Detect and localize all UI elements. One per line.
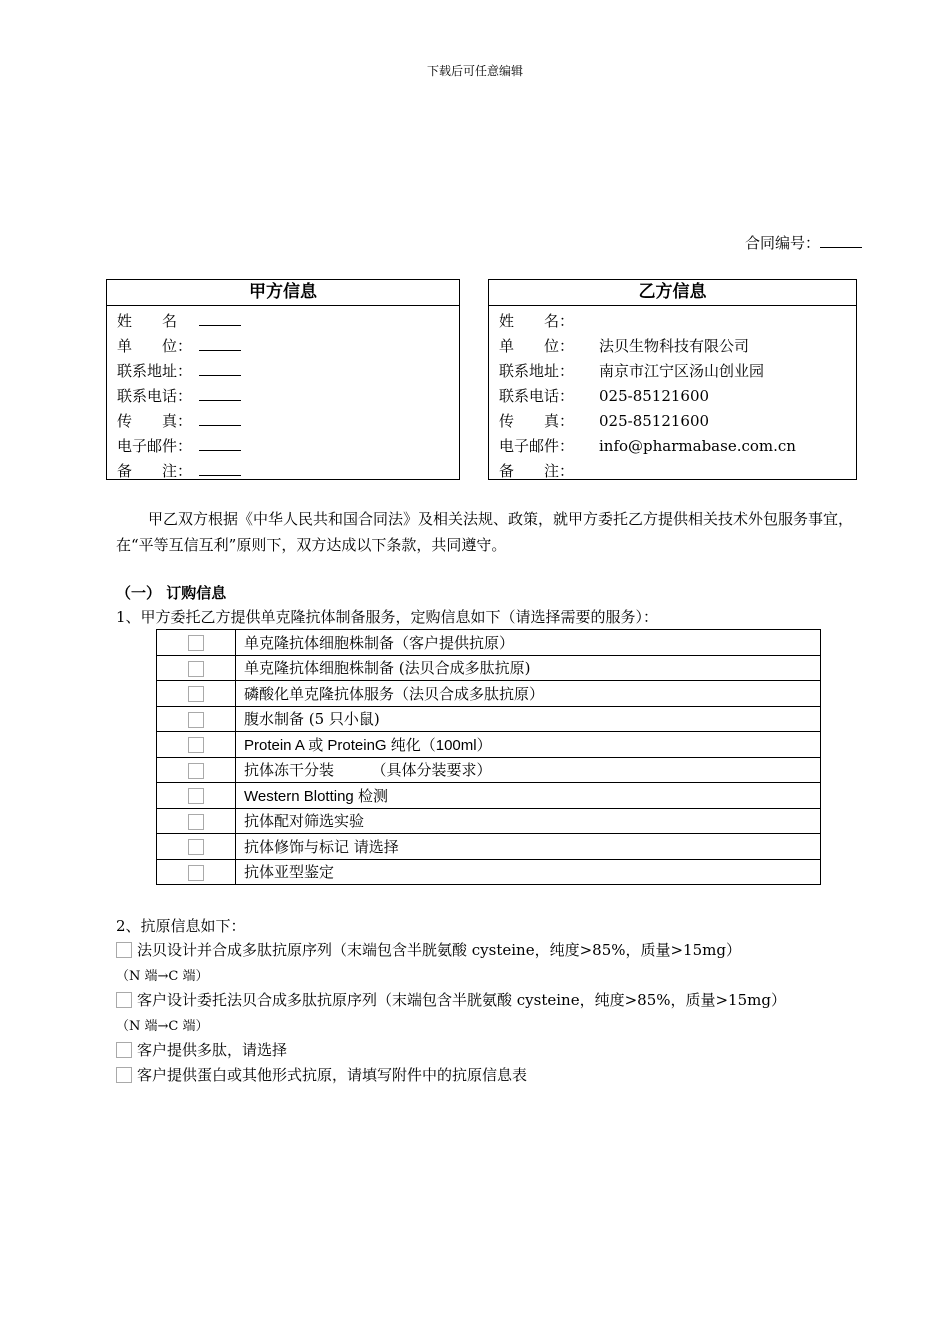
party-b-row [499,459,856,484]
table-row [157,732,821,758]
party-a-address-field[interactable] [199,361,241,376]
table-row [157,757,821,783]
contract-number [745,232,862,253]
service-label: 抗体配对筛选实验 [236,808,821,834]
party-a-title: 甲方信息 [107,280,459,306]
party-b-title: 乙方信息 [489,280,856,306]
section-heading: （一） 订购信息 [116,584,227,602]
table-row [157,783,821,809]
table-row [157,630,821,656]
service-checkbox[interactable] [188,661,204,677]
service-checkbox[interactable] [188,737,204,753]
table-row [157,655,821,681]
party-b-value: info@pharmabase.com.cn [599,437,796,455]
service-checkbox[interactable] [188,814,204,830]
party-b-row [499,359,856,384]
service-checkbox[interactable] [188,712,204,728]
table-row [157,834,821,860]
service-label: 单克隆抗体细胞株制备 (法贝合成多肽抗原) [236,655,821,681]
party-b-label: 备 注： [499,462,575,480]
service-label: 抗体冻干分装 （具体分装要求） [236,757,821,783]
service-checkbox[interactable] [188,686,204,702]
party-a-email-field[interactable] [199,436,241,451]
direction-note: （N 端→C 端） [116,969,209,984]
party-a-label: 电子邮件： [117,437,193,455]
antigen-checkbox[interactable] [116,1067,132,1083]
service-checkbox[interactable] [188,839,204,855]
party-a-row [117,359,459,384]
direction-note: （N 端→C 端） [116,1019,209,1034]
party-b-value: 025-85121600 [599,412,710,430]
party-a-row [117,334,459,359]
service-label: Western Blotting 检测 [236,783,821,809]
party-b-label: 单 位： [499,337,575,355]
contract-number-field[interactable] [820,233,862,248]
party-a-phone-field[interactable] [199,386,241,401]
party-b-value: 南京市江宁区汤山创业园 [599,362,765,380]
antigen-option [116,1064,527,1085]
party-a-label: 备 注： [117,462,193,480]
party-a-note-field[interactable] [199,461,241,476]
header-note: 下载后可任意编辑 [426,64,523,78]
table-row [157,808,821,834]
party-a-row [117,409,459,434]
party-b-label: 联系地址： [499,362,575,380]
service-label: 腹水制备 (5 只小鼠) [236,706,821,732]
party-b-box [488,279,857,480]
party-a-label: 联系地址： [117,362,193,380]
party-a-fax-field[interactable] [199,411,241,426]
party-b-row [499,409,856,434]
party-a-label: 传 真： [117,412,193,430]
service-label: Protein A 或 ProteinG 纯化（100ml） [236,732,821,758]
party-b-value: 025-85121600 [599,387,710,405]
item-2-text: 2、抗原信息如下： [116,917,246,935]
party-b-label: 姓 名： [499,312,575,330]
service-label: 抗体修饰与标记 请选择 [236,834,821,860]
party-a-unit-field[interactable] [199,336,241,351]
intro-paragraph: 甲乙双方根据《中华人民共和国合同法》及相关法规、政策，就甲方委托乙方提供相关技术外包服务事宜，在“平等互信互利”原则下，双方达成以下条款，共同遵守。 [116,510,854,554]
table-row [157,706,821,732]
antigen-option-label: 客户提供蛋白或其他形式抗原，请填写附件中的抗原信息表 [137,1066,528,1084]
antigen-checkbox[interactable] [116,942,132,958]
party-a-row [117,459,459,484]
service-checkbox[interactable] [188,865,204,881]
contract-number-label: 合同编号： [744,234,820,252]
party-b-label: 传 真： [499,412,575,430]
party-a-box [106,279,460,480]
party-b-row [499,309,856,334]
antigen-checkbox[interactable] [116,1042,132,1058]
service-checkbox[interactable] [188,763,204,779]
service-label: 单克隆抗体细胞株制备（客户提供抗原） [236,630,821,656]
party-a-label: 姓 名 [117,312,178,330]
table-row [157,859,821,885]
party-a-name-field[interactable] [199,311,241,326]
party-a-label: 单 位： [117,337,193,355]
party-b-row [499,334,856,359]
party-a-label: 联系电话： [117,387,193,405]
antigen-option [116,1039,287,1060]
item-1-text: 1、甲方委托乙方提供单克隆抗体制备服务，定购信息如下（请选择需要的服务）： [116,608,659,626]
service-label: 磷酸化单克隆抗体服务（法贝合成多肽抗原） [236,681,821,707]
antigen-option-label: 法贝设计并合成多肽抗原序列（末端包含半胱氨酸 cysteine，纯度>85%，质量>15mg） [137,941,741,959]
party-a-row [117,434,459,459]
antigen-option-label: 客户设计委托法贝合成多肽抗原序列（末端包含半胱氨酸 cysteine，纯度>85%，质量>15mg） [137,991,786,1009]
antigen-option [116,989,786,1010]
service-label: 抗体亚型鉴定 [236,859,821,885]
party-b-label: 联系电话： [499,387,575,405]
party-b-row [499,384,856,409]
service-checkbox[interactable] [188,635,204,651]
party-b-label: 电子邮件： [499,437,575,455]
antigen-option [116,939,741,960]
service-table [156,629,821,885]
antigen-checkbox[interactable] [116,992,132,1008]
party-b-row [499,434,856,459]
table-row [157,681,821,707]
party-a-row [117,384,459,409]
party-a-row [117,309,459,334]
service-checkbox[interactable] [188,788,204,804]
party-b-value: 法贝生物科技有限公司 [599,337,750,355]
antigen-option-label: 客户提供多肽，请选择 [137,1041,288,1059]
